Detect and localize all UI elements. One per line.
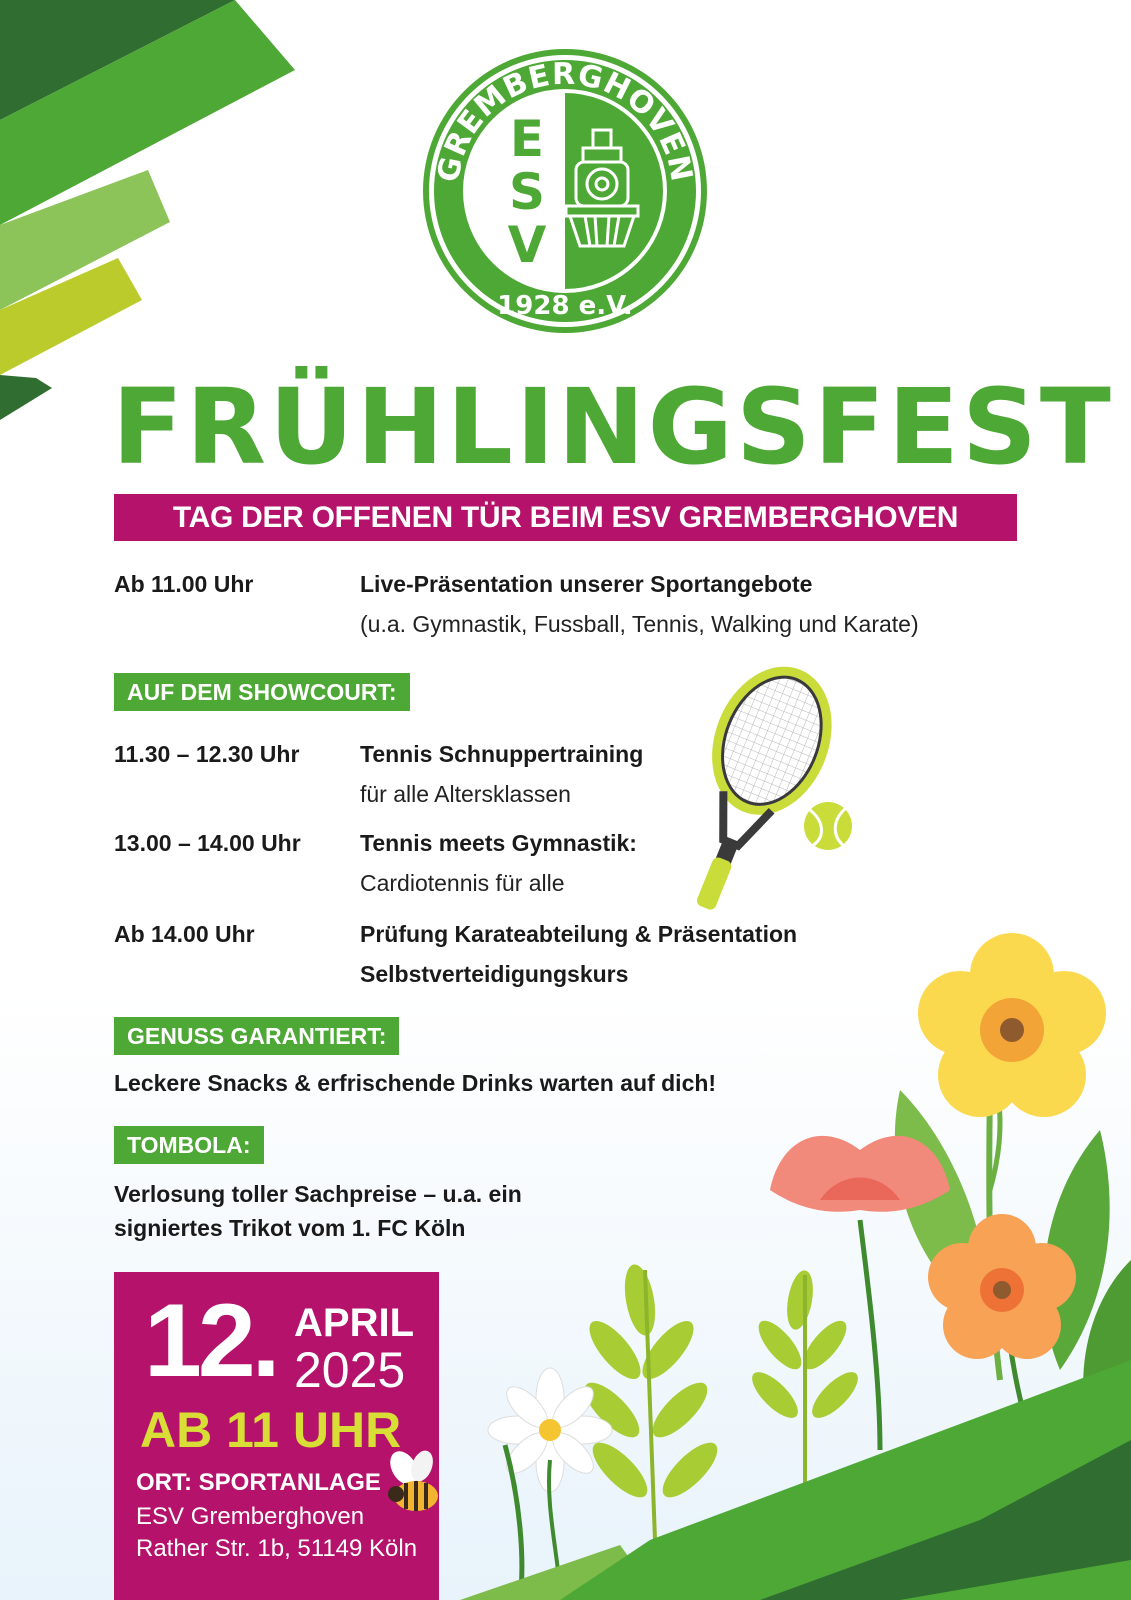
bee-icon — [378, 1450, 448, 1520]
intro-time: Ab 11.00 Uhr — [114, 571, 254, 597]
intro-headline: Live-Präsentation unserer Sportangebote — [360, 571, 813, 597]
event-month: APRIL — [294, 1301, 414, 1345]
location-label: ORT: SPORTANLAGE — [136, 1469, 381, 1496]
showcourt-label: AUF DEM SHOWCOURT: — [114, 673, 410, 711]
schedule-detail: für alle Altersklassen — [360, 781, 571, 807]
schedule-headline: Tennis Schnuppertraining — [360, 741, 644, 767]
schedule-time: 13.00 – 14.00 Uhr — [114, 830, 301, 856]
subtitle-banner: TAG DER OFFENEN TÜR BEIM ESV GREMBERGHOVEN — [114, 494, 1017, 541]
intro-detail: (u.a. Gymnastik, Fussball, Tennis, Walking und Karate) — [360, 611, 919, 637]
event-day: 12. — [144, 1283, 277, 1399]
tombola-line-2: signiertes Trikot vom 1. FC Köln — [114, 1215, 466, 1241]
schedule-headline: Prüfung Karateabteilung & Präsentation — [360, 921, 798, 947]
logo-initial-v: V — [507, 216, 547, 274]
logo-initial-s: S — [508, 163, 546, 221]
schedule-detail: Cardiotennis für alle — [360, 870, 565, 896]
page-title: FRÜHLINGSFEST — [112, 366, 1114, 488]
schedule-detail: Selbstverteidigungskurs — [360, 961, 629, 987]
logo-initial-e: E — [509, 110, 545, 168]
food-label: GENUSS GARANTIERT: — [114, 1017, 399, 1055]
tombola-line-1: Verlosung toller Sachpreise – u.a. ein — [114, 1181, 522, 1207]
logo-club-name: GREMBERGHOVEN — [430, 56, 700, 185]
schedule-headline: Tennis meets Gymnastik: — [360, 830, 637, 856]
location-name: ESV Gremberghoven — [136, 1503, 365, 1530]
tombola-label: TOMBOLA: — [114, 1126, 264, 1164]
event-start-time: AB 11 UHR — [140, 1402, 402, 1458]
tennis-racket-icon — [660, 660, 860, 910]
schedule-time: Ab 14.00 Uhr — [114, 921, 255, 947]
schedule-time: 11.30 – 12.30 Uhr — [114, 741, 300, 767]
logo-founding: 1928 e.V. — [497, 291, 633, 321]
club-logo — [420, 46, 710, 336]
event-year: 2025 — [294, 1342, 406, 1398]
food-text: Leckere Snacks & erfrischende Drinks warten auf dich! — [114, 1070, 717, 1096]
date-box — [114, 1272, 439, 1600]
location-address: Rather Str. 1b, 51149 Köln — [136, 1535, 418, 1562]
